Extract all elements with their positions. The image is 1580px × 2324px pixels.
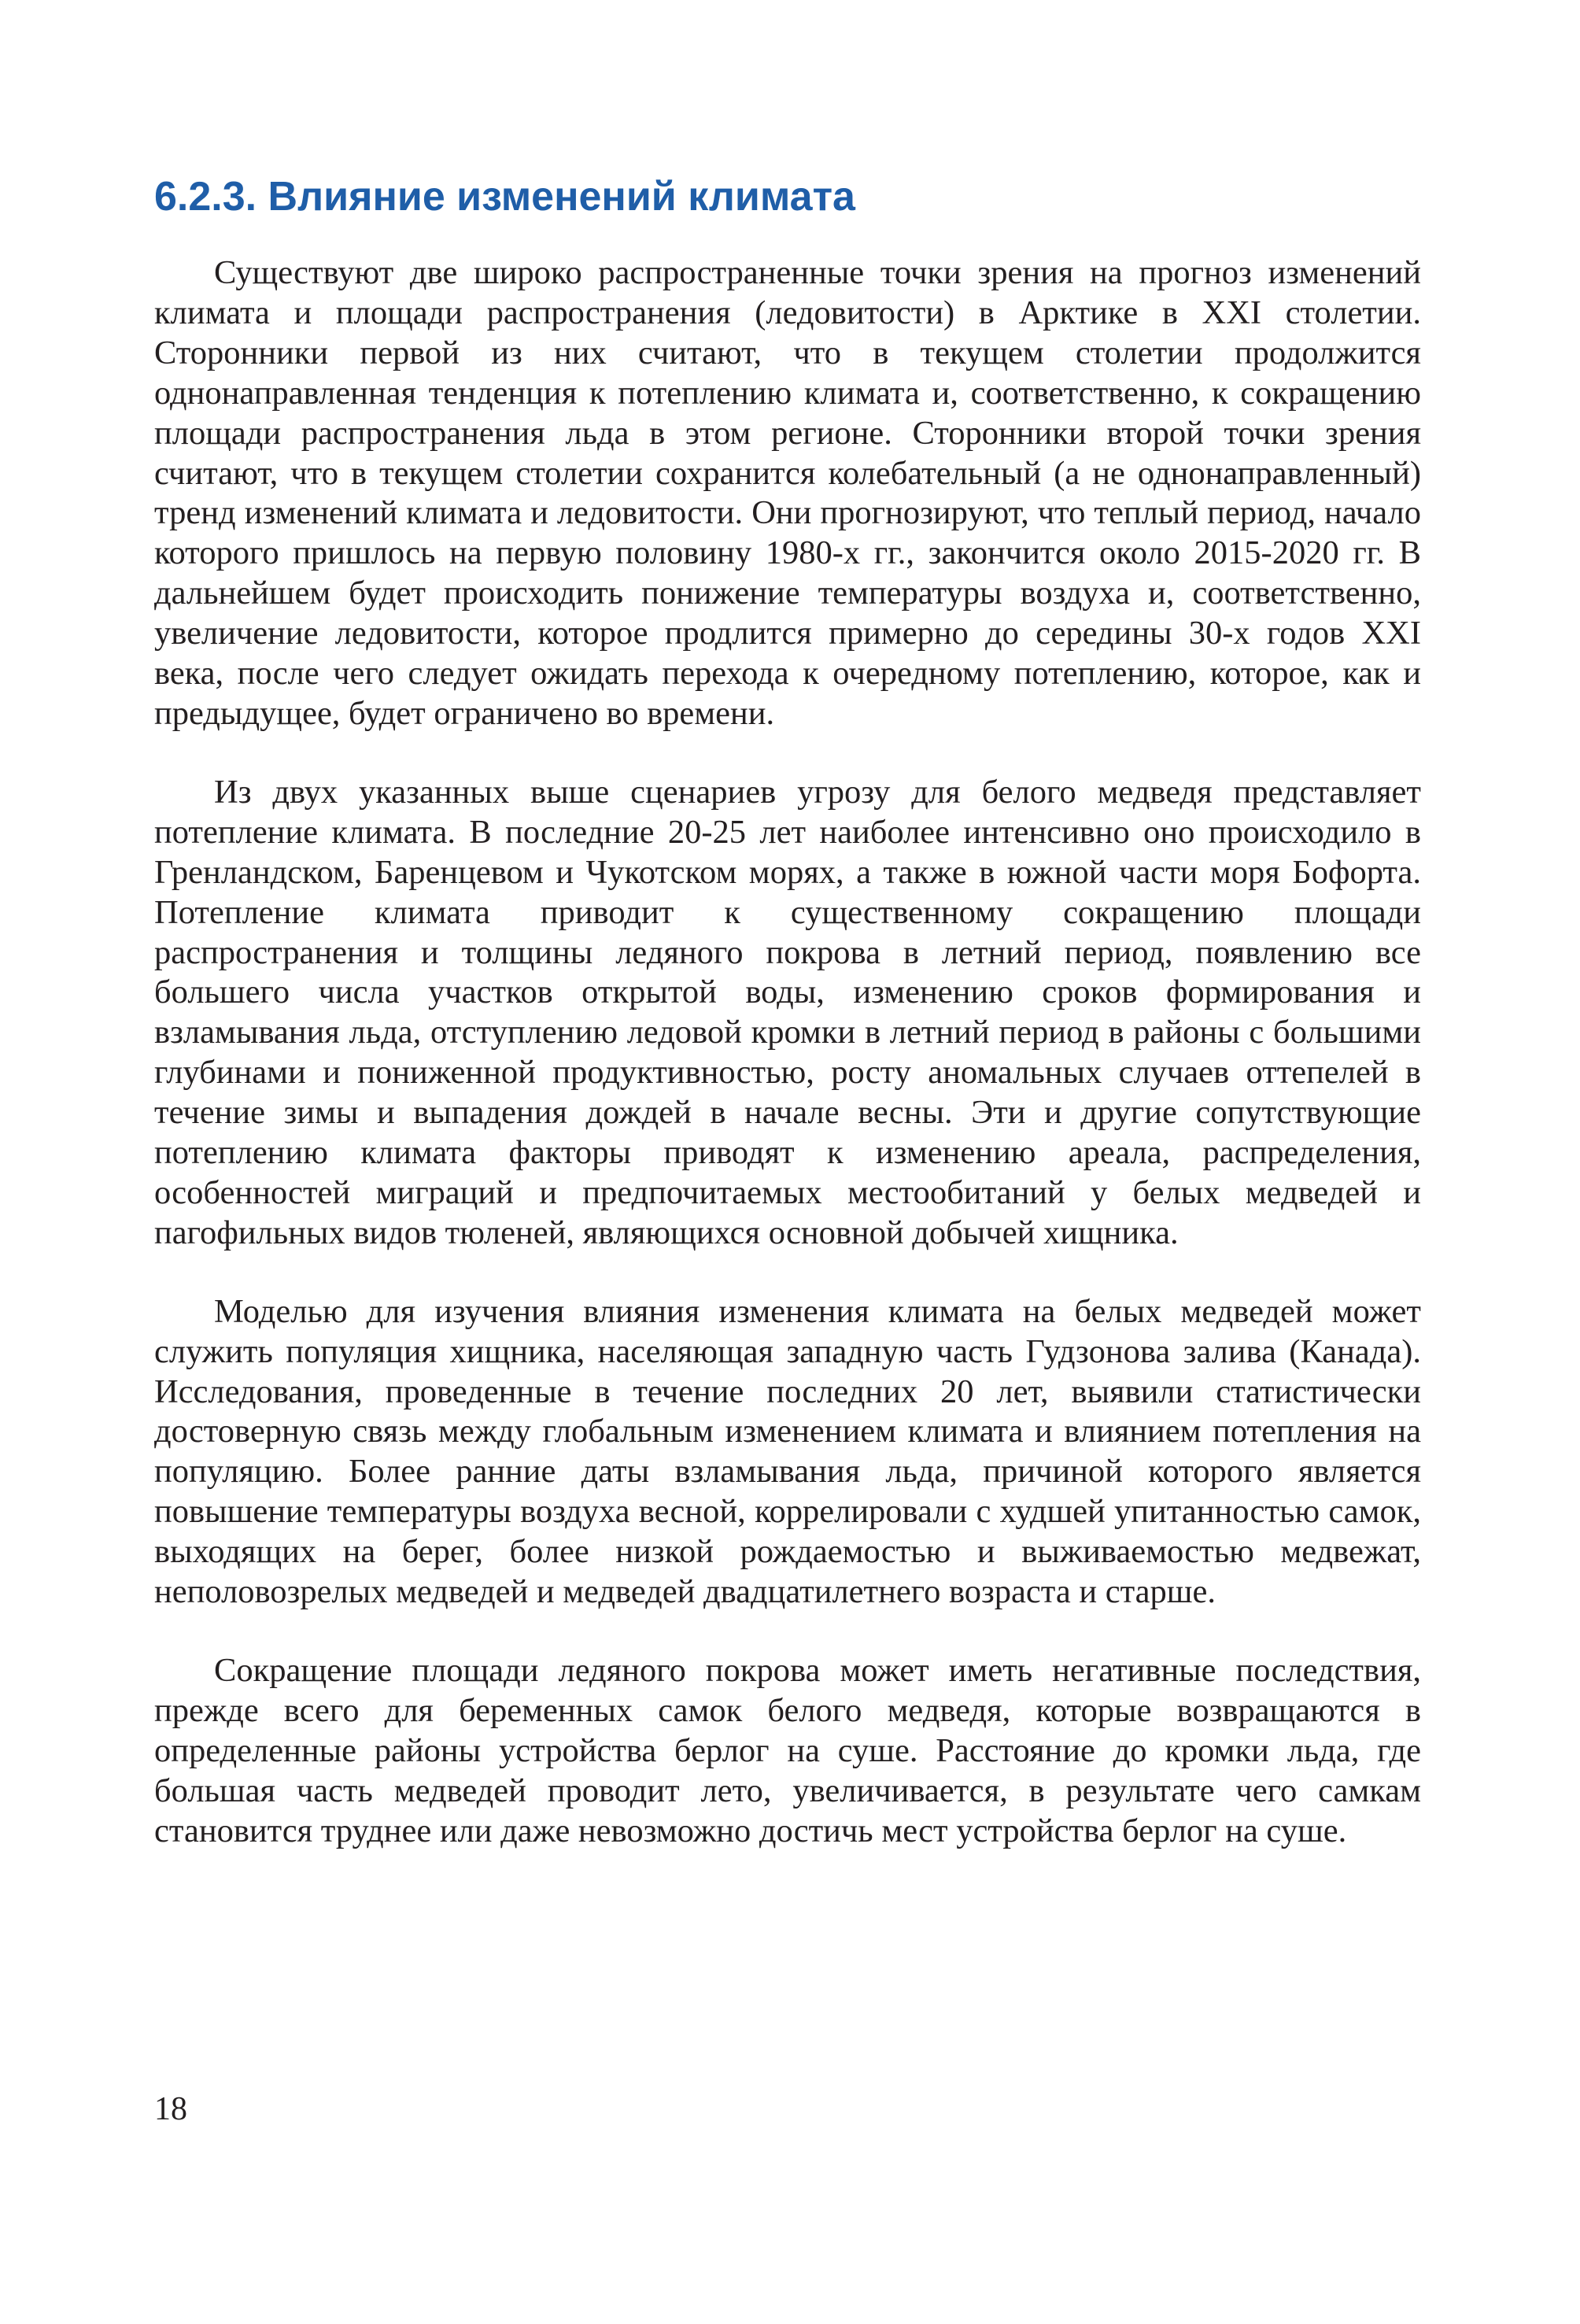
paragraph-warming-threat: Из двух указанных выше сценариев угрозу для белого медведя представляет потепление климата. В последние 20-25 лет наиболее интенсивно оно происходило в Гренландском, Баренцевом и Чукотском морях, а также в южной части моря Бофорта. Потепление климата приводит к существенному сокращению площади распространения и толщины ледяного покрова в летний период, появлению все большего числа участков открытой воды, изменению сроков формирования и взламывания льда, отступлению ледовой кромки в летний период в районы с большими глубинами и пониженной продуктивностью, росту аномальных случаев оттепелей в течение зимы и выпадения дождей в начале весны. Эти и другие сопутствующие потеплению климата факторы приводят к изменению ареала, распределения, особенностей миграций и предпочитаемых местообитаний у белых медведей и пагофильных видов тюленей, являющихся основной добычей хищника. (154, 773, 1421, 1251)
page-number: 18 (154, 2091, 187, 2127)
body-text (154, 253, 1421, 1852)
paragraph-climate-forecast: Существуют две широко распространенные точки зрения на прогноз изменений климата и площади распространения (ледовитости) в Арктике в XXI столетии. Сторонники первой из них считают, что в текущем столетии продолжится однонаправленная тенденция к потеплению климата и, соответственно, к сокращению площади распространения льда в этом регионе. Сторонники второй точки зрения считают, что в текущем столетии сохранится колебательный (а не однонаправленный) тренд изменений климата и ледовитости. Они прогнозируют, что теплый период, начало которого пришлось на первую половину 1980-х гг., закончится около 2015-2020 гг. В дальнейшем будет происходить понижение температуры воздуха и, соответственно, увеличение ледовитости, которое продлится примерно до середины 30-х годов XXI века, после чего следует ожидать перехода к очередному потеплению, которое, как и предыдущее, будет ограничено во времени. (154, 254, 1421, 732)
paragraph-ice-cover-reduction: Сокращение площади ледяного покрова может иметь негативные последствия, прежде всего для беременных самок белого медведя, которые возвращаются в определенные районы устройства берлог на суше. Расстояние до кромки льда, где большая часть медведей проводит лето, увеличивается, в результате чего самкам становится труднее или даже невозможно достичь мест устройства берлог на суше. (154, 1652, 1421, 1849)
section-heading: 6.2.3. Влияние изменений климата (154, 174, 855, 220)
paragraph-hudson-bay-model: Моделью для изучения влияния изменения климата на белых медведей может служить популяция хищника, населяющая западную часть Гудзонова залива (Канада). Исследования, проведенные в течение последних 20 лет, выявили статистически достоверную связь между глобальным изменением климата и влиянием потепления на популяцию. Более ранние даты взламывания льда, причиной которого является повышение температуры воздуха весной, коррелировали с худшей упитанностью самок, выходящих на берег, более низкой рождаемостью и выживаемостью медвежат, неполовозрелых медведей и медведей двадцатилетнего возраста и старше. (154, 1292, 1421, 1611)
